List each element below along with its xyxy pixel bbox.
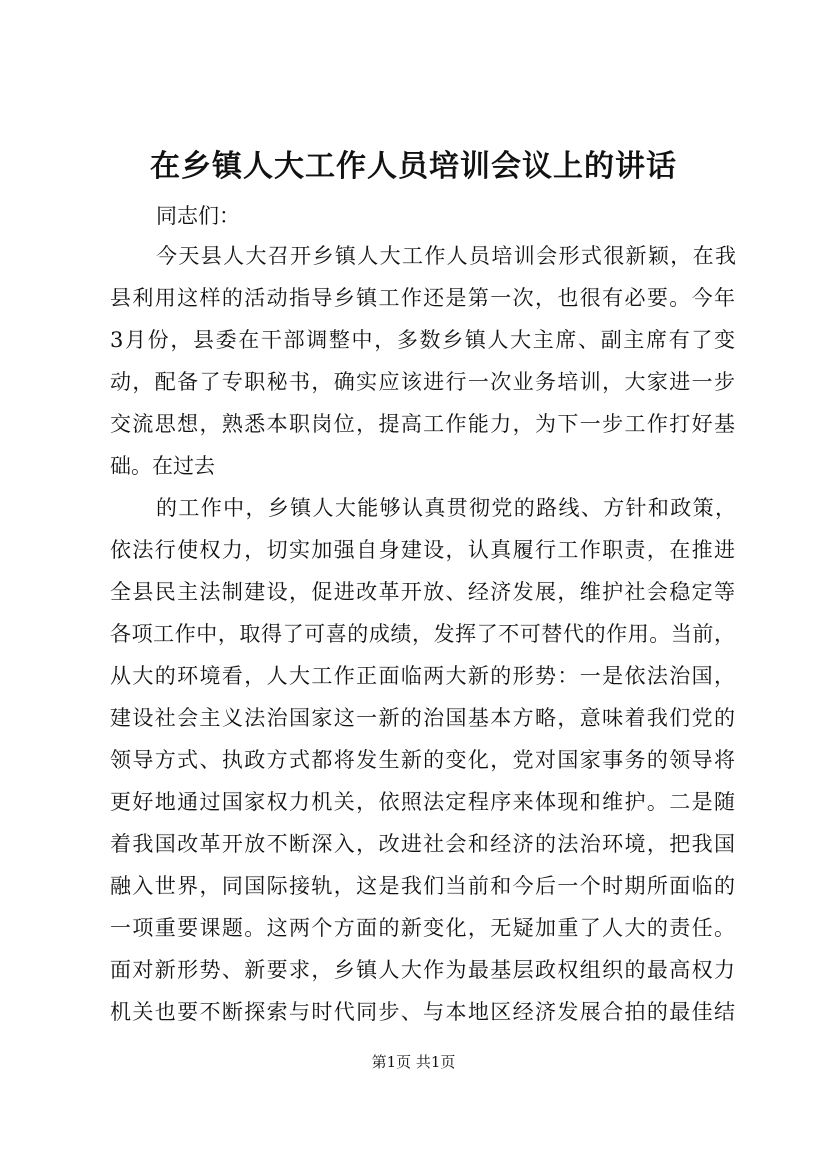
body-line: 面对新形势、新要求，乡镇人大作为最基层政权组织的最高权力 [110,958,735,982]
body-line: 的工作中，乡镇人大能够认真贯彻党的路线、方针和政策， [156,496,736,520]
body-line: 融入世界，同国际接轨，这是我们当前和今后一个时期所面临的 [110,874,735,898]
body-line: 各项工作中，取得了可喜的成绩，发挥了不可替代的作用。当前， [110,622,735,646]
body-line: 础。在过去 [110,454,215,478]
body-line: 县利用这样的活动指导乡镇工作还是第一次，也很有必要。今年 [110,286,735,310]
body-line: 机关也要不断探索与时代同步、与本地区经济发展合拍的最佳结 [110,1000,735,1024]
body-line: 着我国改革开放不断深入，改进社会和经济的法治环境，把我国 [110,832,735,856]
body-line: 从大的环境看，人大工作正面临两大新的形势：一是依法治国， [110,664,735,688]
body-line: 建设社会主义法治国家这一新的治国基本方略，意味着我们党的 [110,706,735,730]
body-line: 领导方式、执政方式都将发生新的变化，党对国家事务的领导将 [110,748,735,772]
body-line: 全县民主法制建设，促进改革开放、经济发展，维护社会稳定等 [110,580,735,604]
body-line: 更好地通过国家权力机关，依照法定程序来体现和维护。二是随 [110,790,735,814]
body-line: 动，配备了专职秘书，确实应该进行一次业务培训，大家进一步 [110,370,735,394]
body-line: 交流思想，熟悉本职岗位，提高工作能力，为下一步工作打好基 [110,412,735,436]
body-line: 3月份，县委在干部调整中，多数乡镇人大主席、副主席有了变 [110,328,735,352]
body-line: 今天县人大召开乡镇人大工作人员培训会形式很新颖，在我 [156,244,736,268]
body-line: 依法行使权力，切实加强自身建设，认真履行工作职责，在推进 [110,538,735,562]
page-number: 第1页 共1页 [371,1053,456,1071]
body-line: 一项重要课题。这两个方面的新变化，无疑加重了人大的责任。 [110,916,735,940]
salutation: 同志们： [156,204,240,228]
document-title: 在乡镇人大工作人员培训会议上的讲话 [150,149,677,184]
